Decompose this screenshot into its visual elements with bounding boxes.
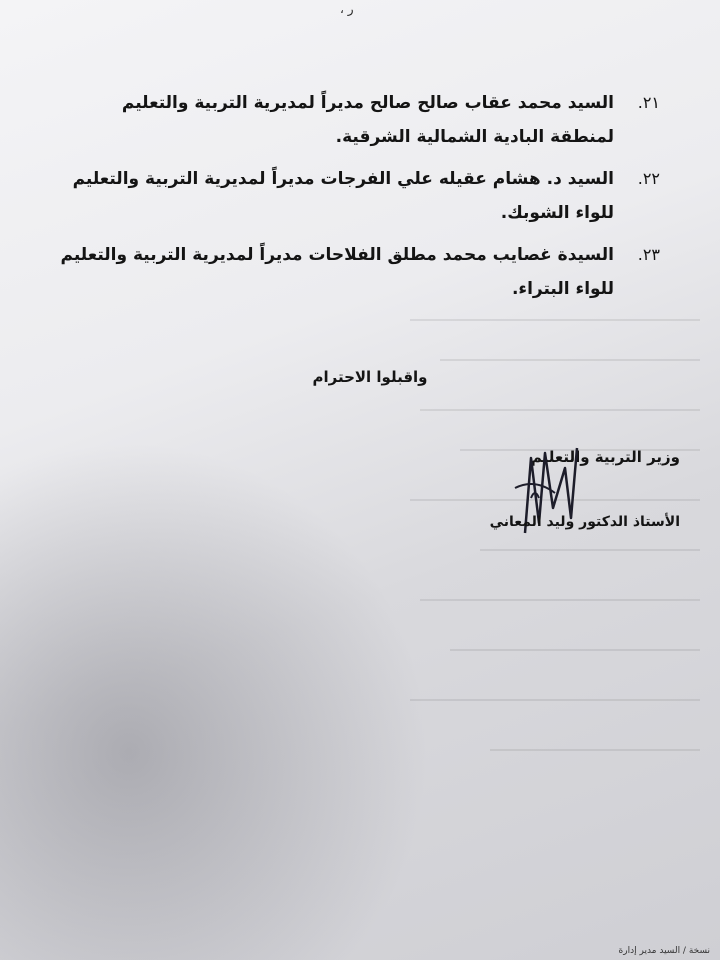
appointment-list xyxy=(60,86,660,314)
item-number: ٢٣. xyxy=(637,245,660,264)
list-item xyxy=(60,86,660,154)
list-item xyxy=(60,238,660,306)
signatory-title: وزير التربية والتعليم xyxy=(530,448,680,466)
item-number: ٢٢. xyxy=(637,169,660,188)
footer-note: نسخة / السيد مدير إدارة xyxy=(618,946,710,956)
item-text-line2: لمنطقة البادية الشمالية الشرقية. xyxy=(335,127,614,147)
top-mark: ، ر xyxy=(340,2,354,16)
item-text-line1: السيد محمد عقاب صالح صالح مديراً لمديرية التربية والتعليم xyxy=(121,93,614,113)
item-text-line1: السيد د. هشام عقيله علي الفرجات مديراً لمديرية التربية والتعليم xyxy=(72,169,614,189)
shadow-overlay xyxy=(0,440,430,960)
handwritten-signature xyxy=(505,438,595,548)
closing-phrase: واقبلوا الاحترام xyxy=(312,368,428,386)
item-text-line2: للواء الشوبك. xyxy=(500,203,614,223)
item-text-line1: السيدة غصايب محمد مطلق الفلاحات مديراً لمديرية التربية والتعليم xyxy=(60,245,614,265)
list-item xyxy=(60,162,660,230)
item-text-line2: للواء البتراء. xyxy=(511,279,614,299)
item-number: ٢١. xyxy=(637,93,660,112)
signatory-name: الأستاذ الدكتور وليد المعاني xyxy=(489,514,680,530)
